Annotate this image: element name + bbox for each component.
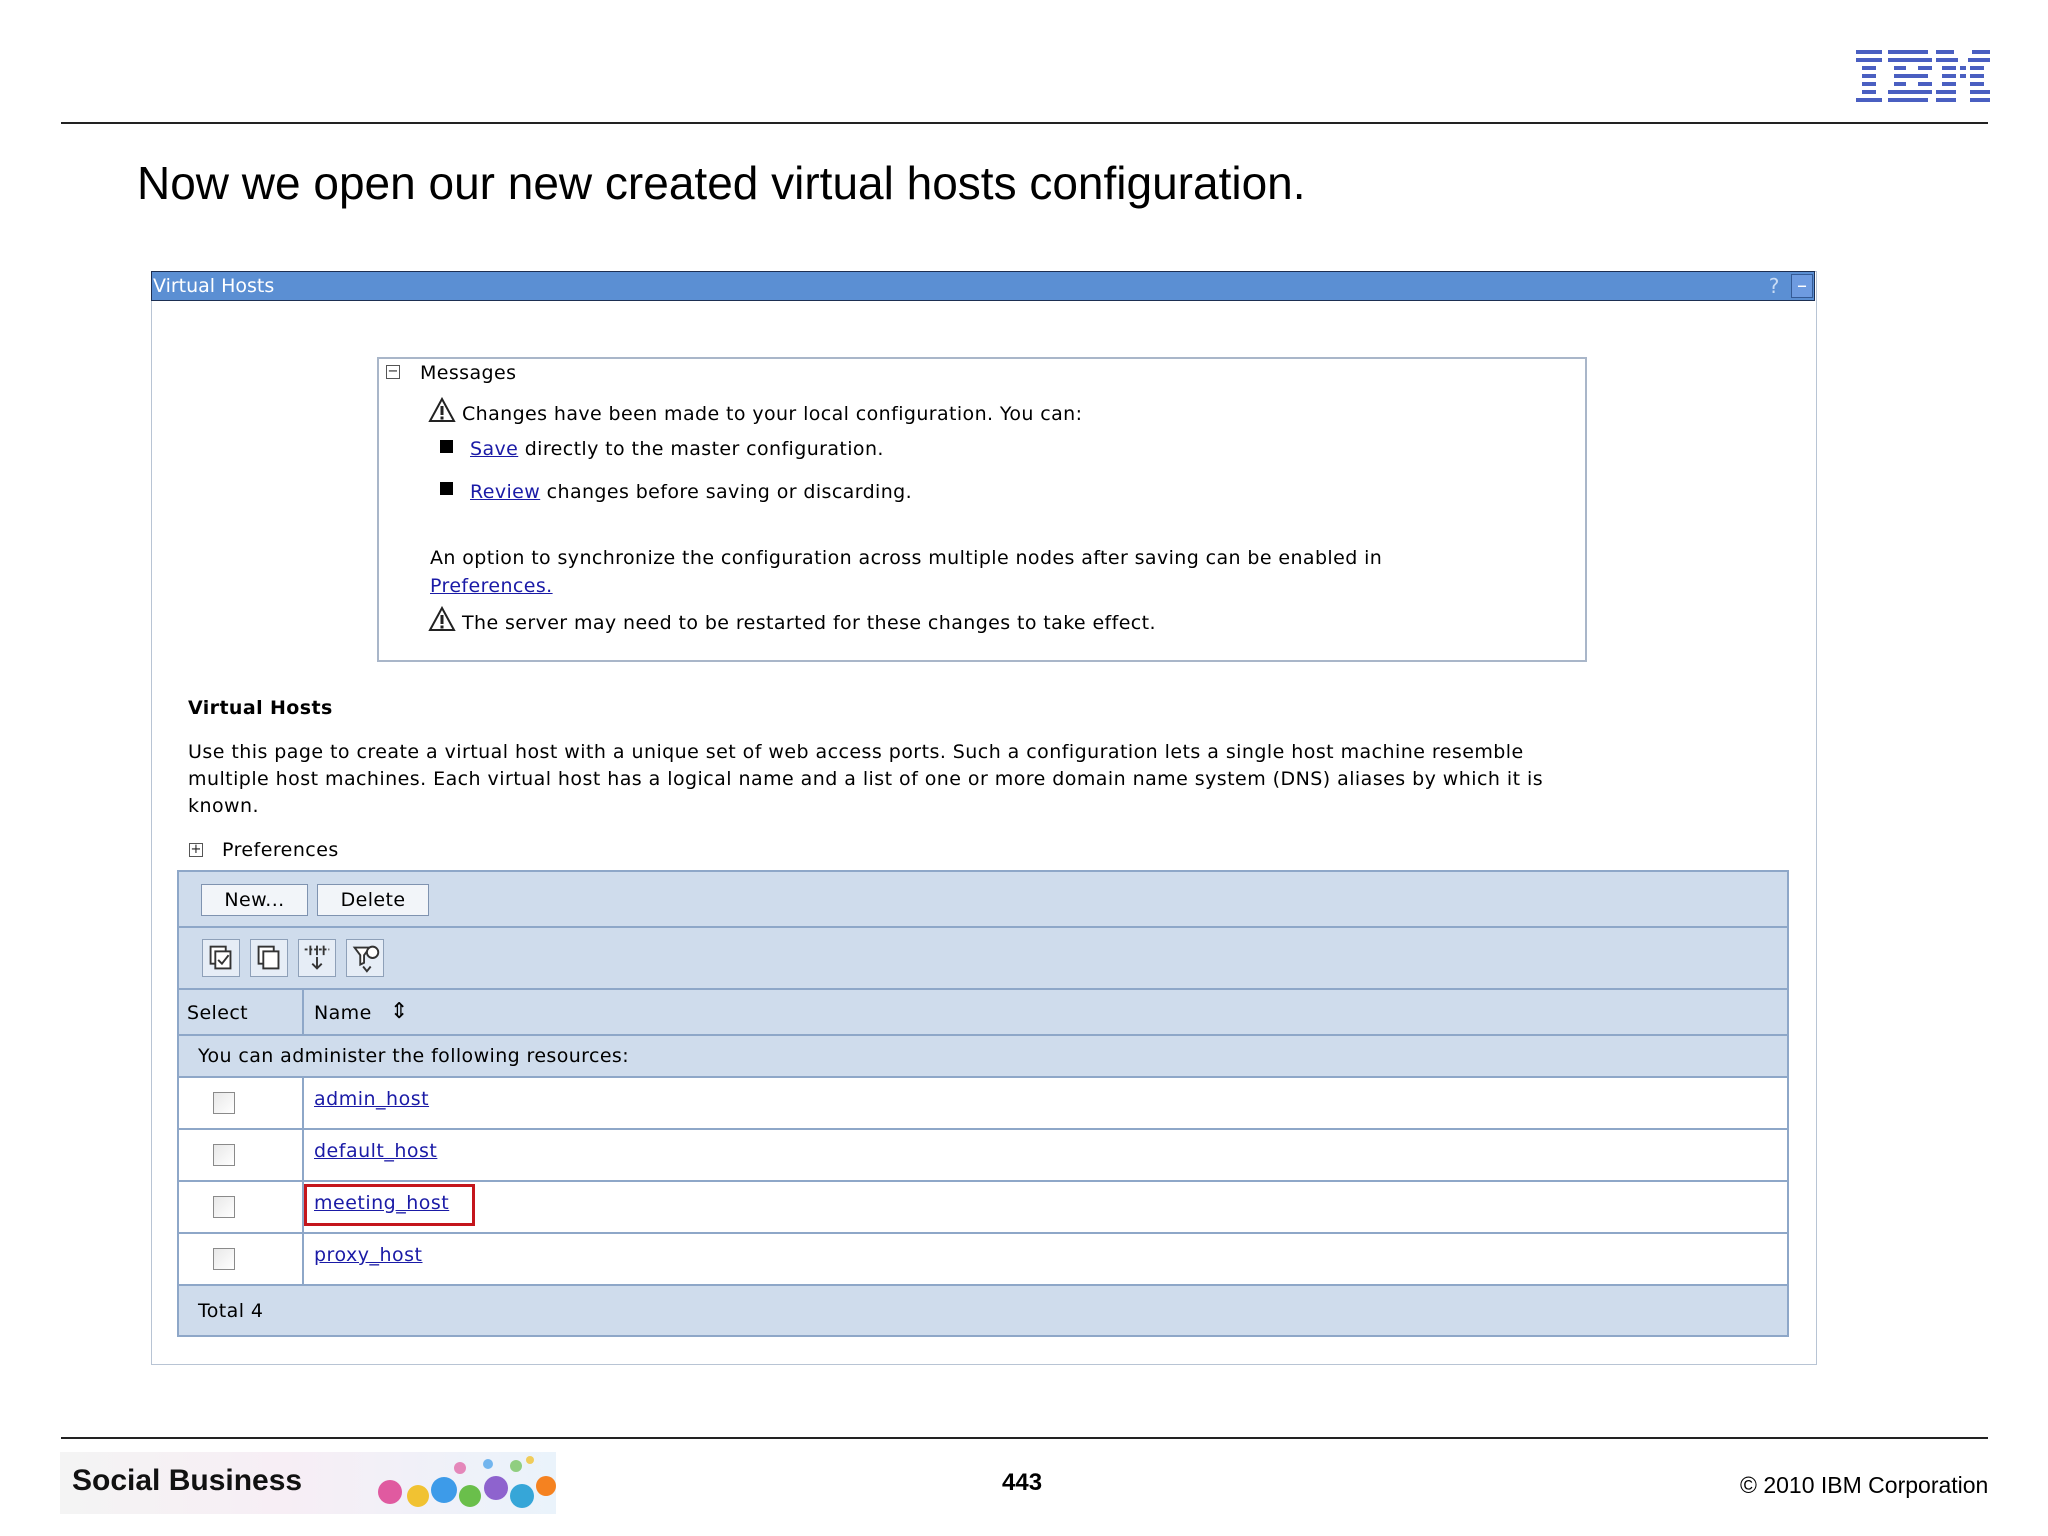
warning-icon (428, 397, 456, 423)
preferences-link[interactable]: Preferences. (430, 575, 553, 597)
section-heading: Virtual Hosts (188, 697, 333, 719)
bullet (440, 482, 453, 495)
messages-header: Messages (420, 362, 517, 384)
collapse-messages-icon[interactable]: − (387, 364, 399, 379)
deselect-all-icon[interactable] (250, 939, 288, 977)
select-all-icon[interactable] (202, 939, 240, 977)
warning-icon (428, 606, 456, 632)
proxy-host-link[interactable]: proxy_host (314, 1244, 423, 1266)
clear-filter-icon[interactable] (346, 939, 384, 977)
changes-message: Changes have been made to your local configuration. You can: (462, 403, 1083, 425)
ibm-logo (1856, 50, 1990, 106)
footer-brand: Social Business (72, 1464, 303, 1497)
column-header-band (179, 990, 1787, 1034)
new-button[interactable]: New... (201, 884, 308, 916)
select-column-header: Select (187, 1002, 249, 1024)
save-link[interactable]: Save (470, 438, 519, 460)
row-checkbox[interactable] (213, 1144, 235, 1166)
slide-title: Now we open our new created virtual hosts configuration. (137, 157, 1306, 209)
total-count: Total 4 (198, 1300, 264, 1322)
expand-preferences-icon[interactable]: + (190, 842, 202, 857)
review-line-text: changes before saving or discarding. (546, 481, 913, 503)
save-line-text: directly to the master configuration. (524, 438, 884, 460)
divider (302, 990, 304, 1034)
row-checkbox[interactable] (213, 1196, 235, 1218)
default-host-link[interactable]: default_host (314, 1140, 438, 1162)
description-line: multiple host machines. Each virtual host has a logical name and a list of one or more domain name system (DNS) aliases by which it is (188, 768, 1544, 790)
bullet (440, 440, 453, 453)
header-divider (61, 122, 1988, 124)
restart-message: The server may need to be restarted for these changes to take effect. (462, 612, 1156, 634)
copyright: © 2010 IBM Corporation (1740, 1472, 1989, 1498)
description-line: Use this page to create a virtual host with a unique set of web access ports. Such a configuration lets a single host machine resemble (188, 741, 1524, 763)
review-line (470, 481, 912, 503)
divider (302, 1078, 304, 1284)
admin-host-link[interactable]: admin_host (314, 1088, 430, 1110)
total-band (179, 1286, 1787, 1335)
review-link[interactable]: Review (470, 481, 541, 503)
description-line: known. (188, 795, 259, 817)
sync-message: An option to synchronize the configuration across multiple nodes after saving can be enabled in (430, 547, 1383, 569)
panel-title: Virtual Hosts (153, 275, 275, 297)
save-line (470, 438, 884, 460)
meeting-host-link[interactable]: meeting_host (314, 1192, 450, 1214)
help-icon[interactable]: ? (1768, 274, 1780, 298)
minimize-icon[interactable]: – (1791, 274, 1813, 298)
resources-note: You can administer the following resources: (198, 1045, 630, 1067)
page-number: 443 (1002, 1469, 1043, 1496)
panel-titlebar (151, 271, 1815, 301)
name-column-header[interactable]: Name (314, 1002, 372, 1024)
show-filter-icon[interactable] (298, 939, 336, 977)
row-checkbox[interactable] (213, 1248, 235, 1270)
delete-button[interactable]: Delete (317, 884, 429, 916)
preferences-section-label[interactable]: Preferences (222, 839, 339, 861)
tool-band (179, 928, 1787, 988)
row-checkbox[interactable] (213, 1092, 235, 1114)
sort-icon[interactable]: ⇕ (390, 999, 409, 1024)
footer-divider (61, 1437, 1988, 1439)
